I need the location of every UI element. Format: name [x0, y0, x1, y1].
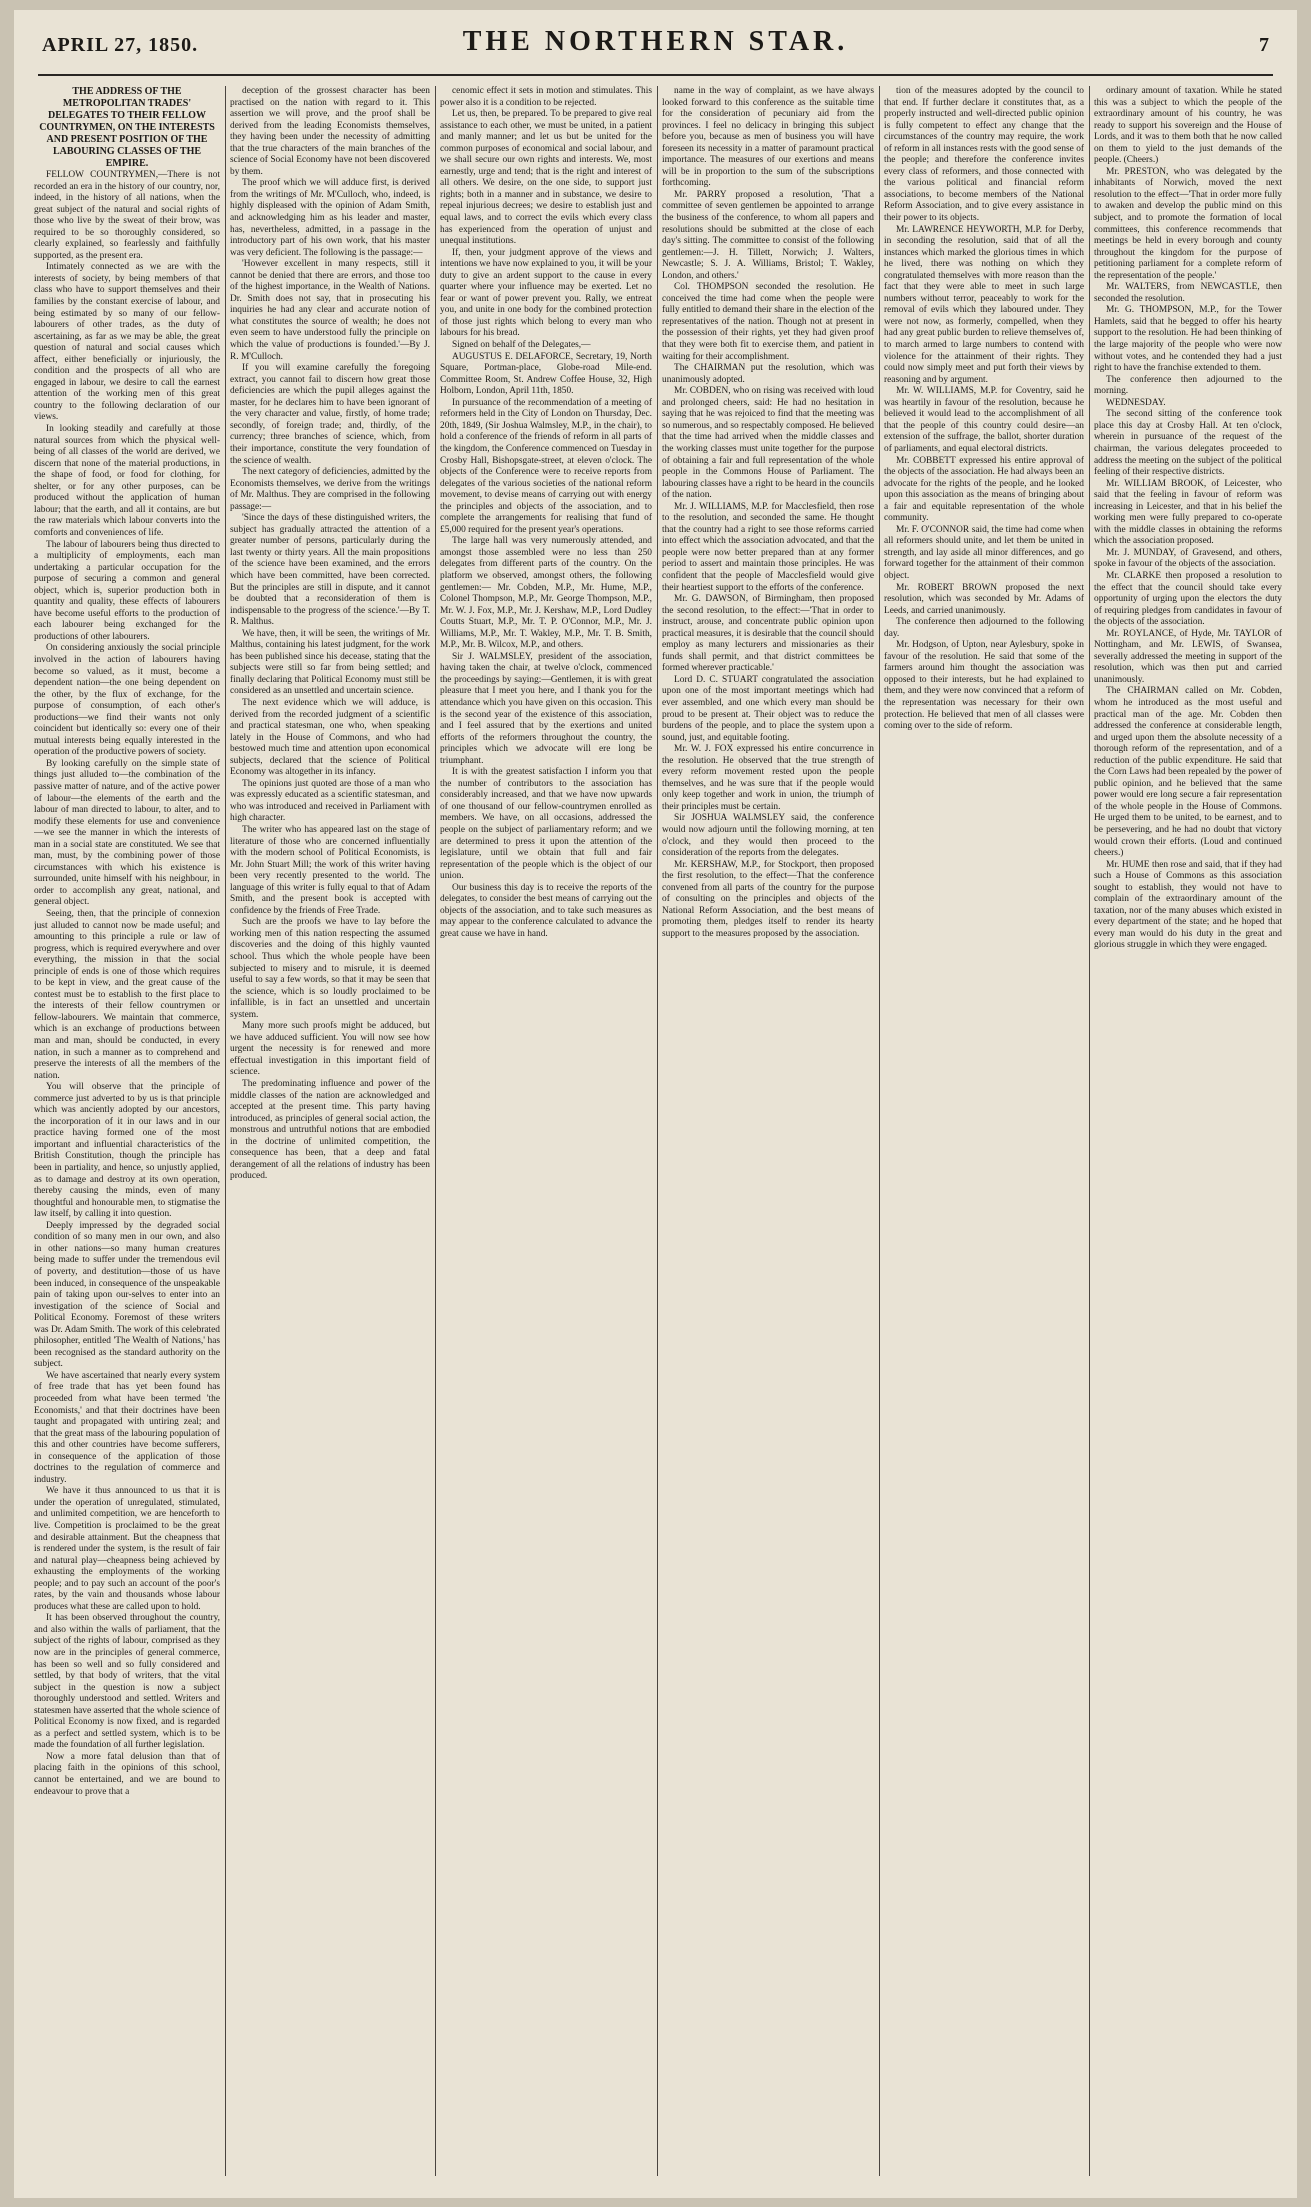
- article-paragraph: On considering anxiously the social principle involved in the action of labourers having become so valued, as it must, become a dependent nation—the one being dependent on the other, by the flux of exchange, for the purpose of consumption, of each other's productions—we find their wants not only coincident but identically so: every one of their mutual interests being equally interested in the operation of the productive powers of society.: [34, 643, 220, 758]
- article-paragraph: Mr. PRESTON, who was delegated by the inhabitants of Norwich, moved the next resolution to the effect—'That in order more fully to awaken and develop the public mind on this subject, and to promote the formation of local committees, this conference recommends that meetings be held in every borough and county throughout the kingdom for the purpose of petitioning parliament for a complete reform of the representation of the people.': [1094, 166, 1282, 281]
- article-paragraph: It is with the greatest satisfaction I inform you that the number of contributors to the association has considerably increased, and that we have now upwards of one thousand of our fellow-countrymen enrolled as members. We have, on all occasions, addressed the people on the subject of parliamentary reform; and we are determined to press it upon the attention of the legislature, until we obtain that full and fair representation of the people which is the object of our union.: [440, 767, 652, 882]
- article-heading: THE ADDRESS OF THE METROPOLITAN TRADES' DELEGATES TO THEIR FELLOW COUNTRYMEN, ON THE INTERESTS AND PRESENT POSITION OF THE LABOURING CLASSES OF THE EMPIRE.: [39, 86, 215, 169]
- article-paragraph: Mr. CLARKE then proposed a resolution to the effect that the council should take every opportunity of urging upon the electors the duty of requiring pledges from candidates in favour of the objects of the association.: [1094, 570, 1282, 628]
- article-paragraph: Mr. J. WILLIAMS, M.P. for Macclesfield, then rose to the resolution, and seconded the same. He thought that the country had a right to see those reforms carried into effect which the association advocated, and that the people were now better prepared than at any former period to assert and maintain those principles. He was confident that the people of Macclesfield would give their heartiest support to the efforts of the conference.: [662, 501, 874, 593]
- article-paragraph: Mr. W. J. FOX expressed his entire concurrence in the resolution. He observed that the true strength of every reform movement rested upon the people themselves, and he was sure that if the people would only keep together and work in union, the triumph of their principles must be certain.: [662, 744, 874, 812]
- column-1: [34, 86, 220, 2181]
- article-paragraph: The next evidence which we will adduce, is derived from the recorded judgment of a scientific and practical statesman, one who, when speaking lately in the House of Commons, and who had bestowed much time and attention upon economical subjects, declared that the science of Political Economy was altogether in its infancy.: [230, 697, 430, 778]
- article-paragraph: Seeing, then, that the principle of connexion just alluded to cannot now be made useful; and amounting to this principle a rule or law of progress, which is required everywhere and over everything, the mission in that the social principle of ends is one of those which requires to be kept in view, and the great cause of the contest must be to establish to the first place to the interests of their fellow countrymen or fellow-labourers. We maintain that commerce, which is an exchange of productions between man and man, should be conducted, in every nation, in such a manner as to comprehend and preserve the interests of all the members of the nation.: [34, 909, 220, 1081]
- article-paragraph: Mr. PARRY proposed a resolution, 'That a committee of seven gentlemen be appointed to arrange the business of the conference, to whom all papers and resolutions should be submitted at the close of each day's sitting. The committee to consist of the following gentlemen:—J. H. Tillett, Norwich; J. Walters, Newcastle; S. J. A. Williams, Bristol; T. Wakley, London, and others.': [662, 189, 874, 281]
- article-paragraph: Such are the proofs we have to lay before the working men of this nation respecting the assumed discoveries and the doing of this highly vaunted school. Thus which the whole people have been subjected to misery and to misrule, it is deemed useful to say a few words, so that it may be seen that the science, which is so loudly proclaimed to be infallible, is in fact an unsettled and uncertain system.: [230, 917, 430, 1020]
- article-paragraph: The CHAIRMAN put the resolution, which was unanimously adopted.: [662, 363, 874, 385]
- article-paragraph: Mr. G. DAWSON, of Birmingham, then proposed the second resolution, to the effect:—'That in order to instruct, arouse, and concentrate public opinion upon practical measures, it is desirable that the council should employ as many lecturers and missionaries as their funds shall permit, and that district committees be formed wherever practicable.': [662, 594, 874, 674]
- newspaper-page: [14, 10, 1297, 2198]
- article-paragraph: Signed on behalf of the Delegates,—: [452, 340, 591, 351]
- article-paragraph: By looking carefully on the simple state of things just alluded to—the combination of the passive matter of nature, and of the active power of labour—the elements of the earth and the labour of man directed to labour, to alter, and to modify these elements for use and convenience—we see the manner in which the interests of man in a social state are constituted. We see that man, must, by the combining power of those circumstances with which his existence is surrounded, unite himself with his neighbour, in order to accomplish any great, national, and general object.: [34, 758, 220, 908]
- article-paragraph: Mr. G. THOMPSON, M.P., for the Tower Hamlets, said that he begged to offer his hearty support to the resolution. He had been thinking of the large majority of the people who were now without votes, and he contended they had a just right to have the franchise extended to them.: [1094, 305, 1282, 374]
- article-paragraph: Now a more fatal delusion than that of placing faith in the opinions of this school, cannot be entertained, and we are bound to endeavour to prove that a: [34, 1751, 220, 1797]
- column-6: [1094, 86, 1282, 2181]
- article-paragraph: Mr. W. WILLIAMS, M.P. for Coventry, said he was heartily in favour of the resolution, because he believed it would lead to the accomplishment of all that the people of this country could desire—an extension of the suffrage, the ballot, shorter duration of parliaments, and equal electoral districts.: [884, 386, 1084, 454]
- article-paragraph: AUGUSTUS E. DELAFORCE, Secretary, 19, North Square, Portman-place, Globe-road Mile-end. Committee Room, St. Andrew Coffee House, 32, High Holborn, London, April 11th, 1850.: [440, 351, 652, 397]
- article-paragraph: The CHAIRMAN called on Mr. Cobden, whom he introduced as the most useful and practical man of the age. Mr. Cobden then addressed the conference at considerable length, and urged upon them the absolute necessity of a thorough reform of the representation, and of a reduction of the public expenditure. He said that the Corn Laws had been repealed by the power of public opinion, and he believed that the same power would ere long secure a fair representation of the whole people in the House of Commons. He urged them to be united, to be earnest, and to be persevering, and he had no doubt that victory would crown their efforts. (Loud and continued cheers.): [1094, 686, 1282, 859]
- article-paragraph: Many more such proofs might be adduced, but we have adduced sufficient. You will now see how urgent the necessity is for renewed and more effectual investigation in this important field of science.: [230, 1021, 430, 1078]
- article-paragraph: Mr. ROYLANCE, of Hyde, Mr. TAYLOR of Nottingham, and Mr. LEWIS, of Swansea, severally addressed the meeting in support of the resolution, which was then put and carried unanimously.: [1094, 628, 1282, 685]
- article-paragraph: Our business this day is to receive the reports of the delegates, to consider the best means of carrying out the objects of the association, and to take such measures as may appear to the conference calculated to advance the great cause we have in hand.: [440, 882, 652, 939]
- column-divider: [225, 86, 226, 2176]
- article-paragraph: Sir J. WALMSLEY, president of the association, having taken the chair, at twelve o'clock, commenced the proceedings by saying:—Gentlemen, it is with great pleasure that I meet you here, and I thank you for the attendance which you have given on this occasion. This is the second year of the existence of this association, and I feel assured that by the exertions and united efforts of the reformers throughout the country, the principles which we advocate will ere long be triumphant.: [440, 651, 652, 766]
- article-paragraph: The large hall was very numerously attended, and amongst those assembled were no less than 250 delegates from different parts of the country. On the platform we observed, amongst others, the following gentlemen:— Mr. Cobden, M.P., Mr. Hume, M.P., Colonel Thompson, M.P., Mr. George Thompson, M.P., Mr. W. J. Fox, M.P., Mr. J. Kershaw, M.P., Lord Dudley Coutts Stuart, M.P., Mr. T. P. O'Connor, M.P., Mr. J. Williams, M.P., Mr. T. Wakley, M.P., Mr. T. B. Smith, M.P., Mr. B. Wilcox, M.P., and others.: [440, 536, 652, 651]
- column-divider: [435, 86, 436, 2176]
- article-paragraph: Mr. LAWRENCE HEYWORTH, M.P. for Derby, in seconding the resolution, said that of all the instances which marked the glorious times in which he lived, there was nothing on which they congratulated themselves with more reason than the fact that they were able to meet in such large numbers without terror, peaceably to work for the removal of evils which they laboured under. They were not now, as formerly, compelled, when they had any great public burden to relieve themselves of, to march armed to large numbers to contend with violence for the attainment of their rights. They could now simply meet and put forth their views by reasoning and by argument.: [884, 224, 1084, 385]
- article-paragraph: Mr. ROBERT BROWN proposed the next resolution, which was seconded by Mr. Adams of Leeds, and carried unanimously.: [884, 582, 1084, 616]
- article-paragraph: Mr. COBBETT expressed his entire approval of the objects of the association. He had always been an advocate for the rights of the people, and he looked upon this association as the means of bringing about a fair and equitable representation of the whole community.: [884, 455, 1084, 524]
- article-paragraph: name in the way of complaint, as we have always looked forward to this conference as the suitable time for the consideration of pecuniary aid from the provinces. I feel no delicacy in bringing this subject before you, because as men of business you will have foreseen its necessity in a matter of paramount practical importance. The measures of our exertions and means will be in proportion to the sum of the subscriptions forthcoming.: [662, 86, 874, 189]
- article-paragraph: If you will examine carefully the foregoing extract, you cannot fail to discern how great those deficiencies are which the pupil alleges against the master, for he declares him to have been ignorant of the very character and value, firstly, of home trade; secondly, of foreign trade; and, thirdly, of the currency; three branches of science, which, from their importance, constitute the very foundation of the science of wealth.: [230, 363, 430, 466]
- article-paragraph: The opinions just quoted are those of a man who was expressly educated as a scientific statesman, and who was introduced and received in Parliament with high character.: [230, 778, 430, 824]
- article-paragraph: Deeply impressed by the degraded social condition of so many men in our own, and also in other nations—so many human creatures being made to suffer under the tremendous evil of poverty, and destitution—those of us have been induced, in consequence of the unspeakable pain of taking upon our-selves to enter into an investigation of the science of Social and Political Economy. Foremost of these writers was Dr. Adam Smith. The work of this celebrated philosopher, entitled 'The Wealth of Nations,' has been recognised as the standard authority on the subject.: [34, 1220, 220, 1370]
- article-paragraph: The conference then adjourned to the morning.: [1094, 374, 1282, 397]
- article-paragraph: The labour of labourers being thus directed to a multiplicity of employments, each man undertaking a particular occupation for the purpose of securing a common and general object, which is, superior production both in quantity and quality, these effects of labourers have become useful efforts to the production of each labourer being exchanged for the productions of other labourers.: [34, 539, 220, 642]
- issue-date: APRIL 27, 1850.: [42, 34, 199, 56]
- article-paragraph: We have it thus announced to us that it is under the operation of unregulated, stimulated, and unlimited competition, we are henceforth to live. Competition is proclaimed to be the great and desirable attainment. But the cheapness that is rendered under the system, is the result of fair and natural play—cheapness being achieved by exhausting the employments of the working people; and to pay such an account of the poor's rates, by the vain and thousands whose labour produces what these are called upon to hold.: [34, 1486, 220, 1612]
- article-paragraph: Mr. WILLIAM BROOK, of Leicester, who said that the feeling in favour of reform was increasing in Leicester, and that in his belief the working men were fully prepared to co-operate with the middle classes in obtaining the reforms which the association proposed.: [1094, 478, 1282, 547]
- article-paragraph: In pursuance of the recommendation of a meeting of reformers held in the City of London on Thursday, Dec. 20th, 1849, (Sir Joshua Walmsley, M.P., in the chair), to hold a conference of the friends of reform in all parts of the kingdom, the Conference commenced on Tuesday in Crosby Hall, Bishopsgate-street, at eleven o'clock. The objects of the Conference were to receive reports from delegates of the various societies of the national reform movement, to devise means of carrying out with energy the principles and objects of the association, and to complete the arrangements for realising that fund of £5,000 required for the present year's operations.: [440, 397, 652, 535]
- page-header: [42, 20, 1269, 68]
- article-paragraph: cenomic effect it sets in motion and stimulates. This power also it is a condition to be rejected.: [440, 86, 652, 108]
- article-paragraph: FELLOW COUNTRYMEN,—There is not recorded an era in the history of our country, nor, indeed, in the history of all nations, when the great subject of the natural and social rights of those who live by the sweat of their brow, was required to be so thoroughly considered, so clearly explained, so fearlessly and faithfully supported, as the present era.: [34, 170, 220, 261]
- article-paragraph: 'However excellent in many respects, still it cannot be denied that there are errors, and those too of the highest importance, in the Wealth of Nations. Dr. Smith does not say, that in prosecuting his inquiries he had any clear and accurate notion of what constitutes the source of wealth; he does not even seem to have understood fully the principle on which the value of productions is founded.'—By J. R. M'Culloch.: [230, 259, 430, 362]
- article-paragraph: Mr. J. MUNDAY, of Gravesend, and others, spoke in favour of the objects of the association.: [1094, 547, 1282, 570]
- column-2: [230, 86, 430, 2181]
- article-paragraph: The writer who has appeared last on the stage of literature of those who are concerned influentially with the modern school of Political Economists, is Mr. John Stuart Mill; the work of this writer having been very recently presented to the world. The language of this writer is fully equal to that of Adam Smith, and the present book is accepted with confidence by the friends of Free Trade.: [230, 825, 430, 916]
- article-paragraph: Intimately connected as we are with the interests of society, by being members of that class who have to support themselves and their families by the constant exercise of labour, and being estimated by so many of our fellow-labourers of other trades, as the duty of ascertaining, as far as we may be able, the great question of natural and social causes which affect, either beneficially or injuriously, the condition and the prospects of all who are engaged in labour, we desire to call the earnest attention of the working men of this great country to the following declaration of our views.: [34, 262, 220, 423]
- article-paragraph: Mr. KERSHAW, M.P., for Stockport, then proposed the first resolution, to the effect—That the conference convened from all parts of the country for the purpose of consulting on the principles and objects of the National Reform Association, and the best means of promoting them, pledges itself to render its hearty support to the measures proposed by the association.: [662, 859, 874, 939]
- article-paragraph: Mr. F. O'CONNOR said, the time had come when all reformers should unite, and let them be united in strength, and lay aside all minor differences, and go forward together for the attainment of their common object.: [884, 524, 1084, 581]
- article-paragraph: Col. THOMPSON seconded the resolution. He conceived the time had come when the people were fully entitled to demand their share in the election of the representatives of the nation. Though not at present in the possession of their rights, yet they had given proof that they were both fit to exercise them, and patient in waiting for their accomplishment.: [662, 282, 874, 362]
- article-paragraph: The predominating influence and power of the middle classes of the nation are acknowledged and accepted at the present time. This party having introduced, as principles of general social action, the monstrous and untruthful notions that are embodied in the doctrine of unlimited competition, the consequence has been, that a deep and fatal derangement of all the relations of industry has been produced.: [230, 1079, 430, 1182]
- article-paragraph: The proof which we will adduce first, is derived from the writings of Mr. M'Culloch, who, indeed, is highly displeased with the opinion of Adam Smith, and acknowledging him as his leader and master, has, nevertheless, admitted, in a passage in the introductory part of his own work, that his master was very deficient. The following is the passage:—: [230, 178, 430, 258]
- article-paragraph: You will observe that the principle of commerce just adverted to by us is that principle which was anciently adopted by our ancestors, the incorporation of it in our laws and in our practice having formed one of the most important and influential characteristics of the British Constitution, though the principle has been in partiality, and hence, so unjustly applied, as to damage and destroy at its own operation, thereby causing the minds, even of many thoughtful and honourable men, to stigmatise the law itself, by calling it into question.: [34, 1082, 220, 1220]
- header-rule: [38, 74, 1273, 76]
- masthead-title: THE NORTHERN STAR.: [462, 26, 849, 57]
- article-paragraph: It has been observed throughout the country, and also within the walls of parliament, that the subject of the rights of labour, comprised as they now are in the principles of general commerce, has been so well and so fully considered and settled, by that body of writers, that the vital subject in the question is now a subject thoroughly understood and settled. Writers and statesmen have asserted that the whole science of Political Economy is now fixed, and is regarded as a perfect and settled system, which is to be made the foundation of all further legislation.: [34, 1613, 220, 1751]
- article-paragraph: In looking steadily and carefully at those natural sources from which the physical well-being of all classes of the world are derived, we discern that none of the material productions, in the shape of food, or food for clothing, for shelter, or for any other purposes, can be produced without the application of human labour; that the earth, and all it contains, are but the raw materials which labour converts into the comforts and conveniences of life.: [34, 424, 220, 538]
- article-paragraph: Let us, then, be prepared. To be prepared to give real assistance to each other, we must be united, in a patient and manly manner; and let us but be united for the common purposes of economical and social labour, and we shall secure our own rights and interests. We, most earnestly, urge and tend; that is the right and interest of all others. We desire, on the one side, to support just rights; both in a manner and in substance, we desire to repeal injurious decrees; we desire to establish just and equal laws, and to correct the evils which every class has experienced from the operation of unjust and unequal institutions.: [440, 109, 652, 247]
- article-paragraph: Mr. COBDEN, who on rising was received with loud and prolonged cheers, said: He had no hesitation in saying that he was rejoiced to find that the meeting was so numerous, and so respectably composed. He believed that the time had arrived when the middle classes and the working classes must unite together for the purpose of obtaining a fair and full representation of the whole people in the Commons House of Parliament. The labouring classes have a right to be heard in the councils of the nation.: [662, 386, 874, 501]
- column-divider: [1089, 86, 1090, 2176]
- article-paragraph: WEDNESDAY.: [1106, 397, 1166, 408]
- article-paragraph: deception of the grossest character has been practised on the nation with regard to it. This assertion we will prove, and the proof shall be derived from the leading Economists themselves, they having been under the necessity of admitting that the true characters of the main branches of the science of Social Economy have not been discovered by them.: [230, 86, 430, 177]
- article-paragraph: 'Since the days of these distinguished writers, the subject has gradually attracted the attention of a greater number of persons, particularly during the last twenty or thirty years. All the main propositions of the science have been examined, and the errors which have been committed, have been corrected. But the principles are still in dispute, and it cannot be doubted that a reconsideration of them is indispensable to the progress of the science.'—By T. R. Malthus.: [230, 513, 430, 628]
- column-3: [440, 86, 652, 2181]
- column-4: [662, 86, 874, 2181]
- article-paragraph: Sir JOSHUA WALMSLEY said, the conference would now adjourn until the following morning, at ten o'clock, and they would then proceed to the consideration of the reports from the delegates.: [662, 813, 874, 859]
- article-paragraph: tion of the measures adopted by the council to that end. If further declare it constitutes that, as a properly instructed and well-directed public opinion is fully competent to effect any change that the circumstances of the country may require, the work of reform in all instances rests with the good sense of the people; and therefore the conference invites every class of reformers, and those connected with the various political and financial reform associations, to become members of the National Reform Association, and to give every assistance in their power to its objects.: [884, 86, 1084, 224]
- article-paragraph: ordinary amount of taxation. While he stated this was a subject to which the people of the extraordinary amount of his country, he was ready to support his sovereign and the House of Lords, and it was to them both that he now called on them to yield to the just demands of the people. (Cheers.): [1094, 86, 1282, 166]
- column-divider: [657, 86, 658, 2176]
- column-divider: [879, 86, 880, 2176]
- article-paragraph: Mr. Hodgson, of Upton, near Aylesbury, spoke in favour of the resolution. He said that some of the farmers around him thought the association was opposed to their interests, but he had explained to them, and they were now convinced that a reform of the representation was necessary for their own protection. He believed that men of all classes were coming over to the side of reform.: [884, 640, 1084, 732]
- article-paragraph: Mr. WALTERS, from NEWCASTLE, then seconded the resolution.: [1094, 282, 1282, 304]
- article-paragraph: Mr. HUME then rose and said, that if they had such a House of Commons as this association sought to establish, they would not have to complain of the extraordinary amount of the taxation, nor of the many abuses which existed in every department of the state; and he hoped that every man would do his duty in the great and glorious struggle in which they were engaged.: [1094, 859, 1282, 951]
- article-paragraph: We have ascertained that nearly every system of free trade that has yet been found has proceeded from what have been termed 'the Economists,' and that their doctrines have been taught and propagated with untiring zeal; and that the great mass of the labouring population of this and other countries have become sufferers, in consequence of the application of those doctrines to the regulation of commerce and industry.: [34, 1370, 220, 1485]
- article-paragraph: If, then, your judgment approve of the views and intentions we have now explained to you, it will be your duty to give an ardent support to the cause in every quarter where your influence may be exerted. Let no fear or want of power prevent you. Rally, we entreat you, and unite in one body for the combined protection of those just rights which belong to every man who labours for his bread.: [440, 247, 652, 339]
- page-number: 7: [1259, 34, 1269, 56]
- article-paragraph: The second sitting of the conference took place this day at Crosby Hall. At ten o'clock, wherein in pursuance of the request of the chairman, the various delegates proceeded to address the meeting on the subject of the political feeling of their respective districts.: [1094, 409, 1282, 478]
- article-paragraph: We have, then, it will be seen, the writings of Mr. Malthus, containing his latest judgment, for the work has been published since his decease, stating that the subjects were still so far from being settled; and finally declaring that Political Economy must still be considered as an unsettled and uncertain science.: [230, 628, 430, 697]
- column-5: [884, 86, 1084, 2181]
- article-paragraph: The next category of deficiencies, admitted by the Economists themselves, we derive from the writings of Mr. Malthus. They are comprised in the following passage:—: [230, 467, 430, 512]
- article-paragraph: The conference then adjourned to the following day.: [884, 617, 1084, 639]
- article-paragraph: Lord D. C. STUART congratulated the association upon one of the most important meetings which had ever assembled, and one which every man should be proud to be present at. Their object was to reduce the burdens of the people, and to place the system upon a sound, just, and equitable footing.: [662, 674, 874, 743]
